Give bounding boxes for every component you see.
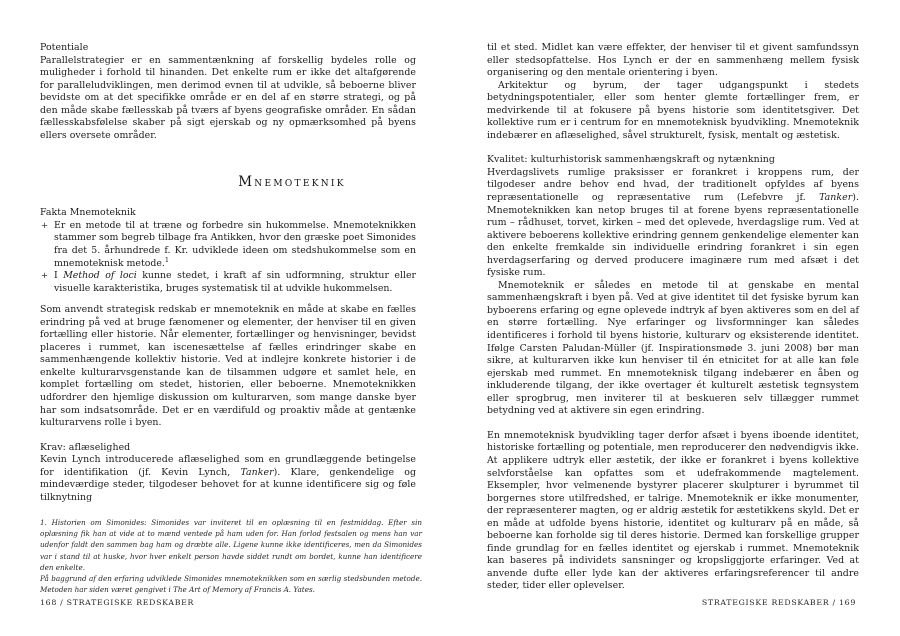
right-page [487, 42, 859, 593]
paragraph-arkitektur: Arkitektur og byrum, der tager udgangspunkt i stedets betydningspotentialer, eller som henter glemte fortællinger frem, er medvirkende til at fokusere på byens historie som identitetsgiver. Det kollektive rum er i centrum for en mnemoteknisk byudvikling. Mnemoteknik indebærer en aflæselighed, såvel strukturelt, fysisk, mentalt og æstetisk. [487, 79, 859, 141]
chapter-heading-mnemoteknik: Mnemoteknik [238, 174, 346, 191]
bullet-text: I [54, 270, 64, 282]
left-page [40, 42, 416, 504]
section-label-potentiale: Potentiale [40, 42, 89, 53]
paragraph-mnemoteknik-saaledes: Mnemoteknik er således en metode til at genskabe en mental sammenhængskraft i byen på. Ved at give identitet til det fysiske byrum kan byboerens erfaring og egne oplevede indtryk af byen aktiveres som en del af en større fortælling. Nye erfaringer og livsformninger kan således identificeres i forhold til byens historie, kulturarv og eksisterende identitet. Ifølge Carsten Paludan-Müller (jf. Inspirationsmøde 3. juni 2008) bør man sikre, at kulturarven ikke kun henviser til én etnicitet for at alle kan føle ejerskab med rummet. En mnemoteknisk tilgang indebærer en åben og inkluderende tilgang, der ikke overtager ét kulturelt æstetisk tegnsystem eller sprogbrug, men inviterer til at beskueren selv tillægger rummet betydning ved at aktivere sin egen erindring. [487, 279, 859, 417]
text-run: Hverdagslivets rumlige praksisser er forankret i kroppens rum, der tilgodeser andre behov end hvad, der traditionelt opfyldes af byens repræsentationelle og repræsentative rum (Lefebvre jf. [487, 166, 859, 204]
bullet-text: kunne stedet, i kraft af sin udformning, struktur eller visuelle karakteristika, bruges systematisk til at udvikle hukommelsen. [54, 270, 416, 294]
text-run: af Francis A. Yates. [242, 585, 315, 595]
italic-run: Tanker [240, 466, 274, 478]
footnote-paragraph: 1. Historien om Simonides: Simonides var inviteret til en oplæsning til en festmiddag. Efter sin oplæsning fik han at vide at to mænd ventede på ham uden for. Han forlod festsalen og mens han var udenfor faldt den sammen bag ham og dræbte alle. Ligene kunne ikke identificeres, men da Simonides var i stand til at huske, hvor hver enkelt person havde siddet rundt om bordet, kunne han identificere den enkelte. [40, 518, 422, 572]
text-run: ). Mnemoteknikken kan netop bruges til at forene byens repræsentationelle rum – rådhuset, torvet, kirken – med det oplevede, hverdagslige rum. Ved at aktivere beboerens kollektive erindring gennem genkendelige elementer kan den enkelte fremkalde sin individuelle erindring forankret i sin egen hverdagserfaring og derved producere imaginære rum med afsæt i det fysiske rum. [487, 192, 859, 279]
list-item [40, 270, 416, 295]
paragraph-hverdagslivets [487, 167, 859, 280]
paragraph-krav [40, 454, 416, 504]
italic-run: Tanker [819, 192, 853, 204]
page-footer-right: STRATEGISKE REDSKABER / 169 [701, 598, 856, 607]
text-run: ). Klare, genkendelige og mindeværdige steder, tilgodeser behovet for at kunne identificere sig og føle tilknytning [40, 466, 417, 503]
fakta-bullet-list [40, 220, 416, 295]
italic-run: Method of loci [63, 270, 137, 282]
footnote-paragraph [40, 573, 422, 595]
paragraph-byudvikling: En mnemoteknisk byudvikling tager derfor afsæt i byens iboende identitet, historiske fortælling og potentiale, men reproducerer den nødvendigvis ikke. At applikere udtryk eller æstetik, der ikke er forankret i byens kollektive selvforståelse kan opfattes som et udefrakommende magtelement. Eksempler, hvor velmenende bystyrer placerer skulpturer i byrummet til borgernes store utilfredshed, er talrige. Mnemoteknik er ikke monumenter, der repræsenterer magten, og er aldrig æstetik for æstetikkens skyld. Det er en måde at udfolde byens historie, identitet og kulturarv på en måde, så beboerne kan forholde sig til deres historie. Dermed kan forskellige grupper finde grundlag for en fælles identitet og ejerskab i rummet. Mnemoteknik kan baseres på individets sansninger og kropsliggjorte erfaringer. Ved at anvende dufte eller lyde kan der aktiveres erfaringsreferencer til andre steder, tider eller oplevelser. [487, 429, 859, 592]
paragraph-som-anvendt: Som anvendt strategisk redskab er mnemoteknik en måde at skabe en fælles erindring på ved at bruge fænomener og elementer, der henviser til en given fortælling eller historie. Når elementer, fortællinger og henvisninger, bevidst placeres i rummet, kan iscenesættelse af fælles erindringer skabe en sammenhængende kollektiv historie. Ved at indlejre konkrete historier i de enkelte kulturarvsgenstande kan de tilsammen udgøre et samlet hele, en komplet fortælling om stedet, historien, eller beboerne. Mnemoteknikken udfordrer den hjemlige diskussion om kulturarven, som mange danske byer har som indsatsområde. Det er en værdifuld og proaktiv måde at gentænke kulturarvens rolle i byen. [40, 304, 416, 429]
section-label-fakta: Fakta Mnemoteknik [40, 207, 136, 219]
text-run: På baggrund af den erfaring udviklede Simonides mnemoteknikken som en særlig stedsbunden metode. Metoden har siden været gengivet i [40, 574, 422, 595]
paragraph-potentiale: Parallelstrategier er en sammentænkning af forskellig bydeles rolle og muligheder i forhold til hinanden. Det enkelte rum er ikke det altafgørende for paralleludviklingen, men derimod evnen til at udvikle, så beboerne bliver bevidste om at det specifikke område er en del af en større strategi, og på den måde skabe fællesskab på tværs af byens geografiske områder. En sådan fællesskabsfølelse skaber på sigt ejerskab og ny opmærksomhed på byens ellers oversete områder. [40, 54, 416, 141]
paragraph-til-et-sted: til et sted. Midlet kan være effekter, der henviser til et givent samfundssyn eller stedsopfattelse. Hos Lynch er der en sammenhæng mellem fysisk organisering og den mentale orientering i byen. [487, 42, 859, 79]
book-title-run: The Art of Memory [173, 585, 243, 595]
bullet-marker-icon: + [41, 271, 49, 282]
footnote [40, 517, 422, 595]
text-run: Kevin Lynch introducerede aflæselighed som en grundlæggende betingelse for identifikation (jf. Kevin Lynch, [40, 454, 416, 478]
page-footer-left: 168 / STRATEGISKE REDSKABER [40, 598, 195, 607]
bullet-text: Er en metode til at træne og forbedre sin hukommelse. Mnemoteknikken stammer som begreb tilbage fra Antikken, hvor den græske poet Simonides fra det 5. århundrede f. Kr. udviklede ideen om stedshukommelse som en mnemoteknisk metode. [54, 219, 416, 269]
section-label-kvalitet: Kvalitet: kulturhistorisk sammenhængskraft og nytænkning [487, 154, 775, 166]
bullet-marker-icon: + [41, 220, 49, 231]
footnote-reference: 1 [164, 255, 170, 264]
section-label-krav: Krav: aflæselighed [40, 441, 131, 453]
list-item [40, 220, 416, 270]
